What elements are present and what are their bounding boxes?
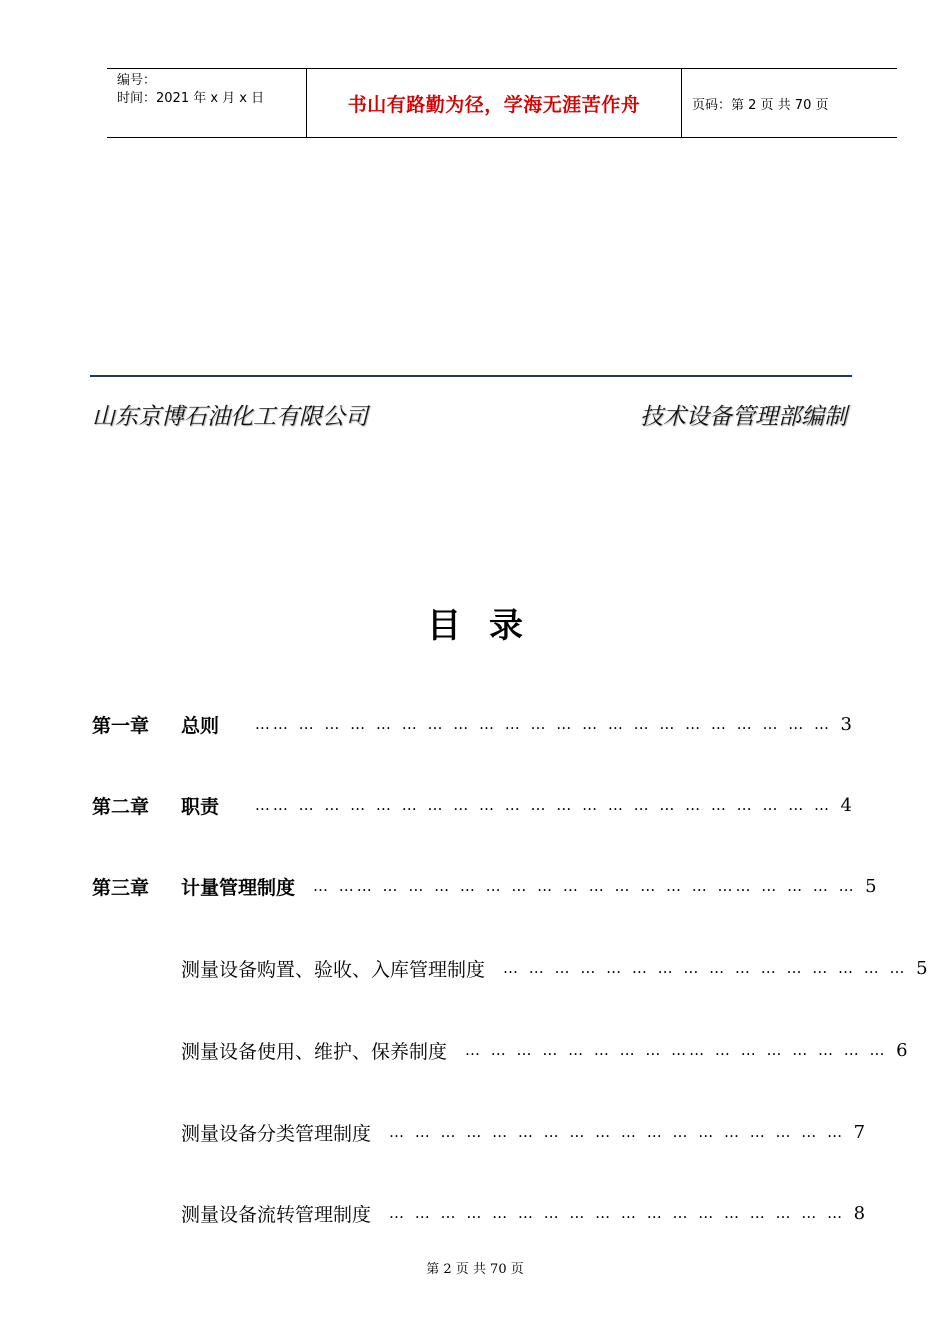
toc-entry[interactable] xyxy=(92,790,852,820)
header-motto-cell xyxy=(307,69,682,137)
toc-entry[interactable] xyxy=(92,709,852,739)
divider xyxy=(90,375,852,377)
motto: 书山有路勤为径，学海无涯苦作舟 xyxy=(347,93,641,116)
toc-entry-title: 总则 xyxy=(181,714,220,737)
toc-page-number: 5 xyxy=(865,875,877,897)
date-label: 时间：2021 年 x 月 x 日 xyxy=(117,91,265,106)
toc-leader: … … … … … … … … … … … … … … … … xyxy=(503,959,908,977)
toc-chapter: 第一章 xyxy=(92,714,150,737)
page-footer: 第 2 页 共 70 页 xyxy=(426,1262,524,1277)
toc-entry-title: 测量设备购置、验收、入库管理制度 xyxy=(181,958,486,981)
toc-leader: …… … … … … … … … … … … … … … … … … … … … … … xyxy=(254,796,832,814)
toc-leader: …… … … … … … … … … … … … … … … … … … … … … … xyxy=(254,715,832,733)
page-header xyxy=(107,68,897,138)
toc-page-number: 7 xyxy=(853,1121,866,1143)
serial-label: 编号： xyxy=(117,73,157,88)
header-meta xyxy=(107,69,307,137)
company-name: 山东京博石油化工有限公司 xyxy=(92,404,368,430)
toc-leader: … … … … … … … … … … … … … … … … … … xyxy=(389,1204,846,1222)
toc-page-number: 6 xyxy=(896,1039,908,1061)
toc-leader: … …… … … … … … … … … … … … … … …… … … … … xyxy=(313,877,857,895)
department-name: 技术设备管理部编制 xyxy=(640,404,847,430)
toc-chapter: 第二章 xyxy=(92,795,150,818)
toc-subentry[interactable] xyxy=(181,1117,866,1147)
toc-chapter: 第三章 xyxy=(92,876,150,899)
toc-subentry[interactable] xyxy=(181,953,928,983)
toc-entry-title: 测量设备使用、维护、保养制度 xyxy=(181,1040,448,1063)
toc-entry-title: 计量管理制度 xyxy=(181,876,296,899)
toc-leader: … … … … … … … … …… … … … … … … … xyxy=(465,1041,888,1059)
toc-title: 目录 xyxy=(427,606,551,646)
toc-page-number: 3 xyxy=(840,713,852,735)
toc-entry-title: 职责 xyxy=(181,795,220,818)
toc-page-number: 5 xyxy=(916,957,928,979)
toc-subentry[interactable] xyxy=(181,1198,866,1228)
toc-page-number: 8 xyxy=(853,1202,866,1224)
toc-leader: … … … … … … … … … … … … … … … … … … xyxy=(389,1123,846,1141)
toc-entry[interactable] xyxy=(92,871,877,901)
page-label: 页码：第 2 页 共 70 页 xyxy=(692,97,829,113)
toc-entry-title: 测量设备流转管理制度 xyxy=(181,1203,372,1226)
toc-subentry[interactable] xyxy=(181,1035,908,1065)
toc-page-number: 4 xyxy=(840,794,852,816)
header-page-cell xyxy=(682,69,897,137)
toc-entry-title: 测量设备分类管理制度 xyxy=(181,1122,372,1145)
